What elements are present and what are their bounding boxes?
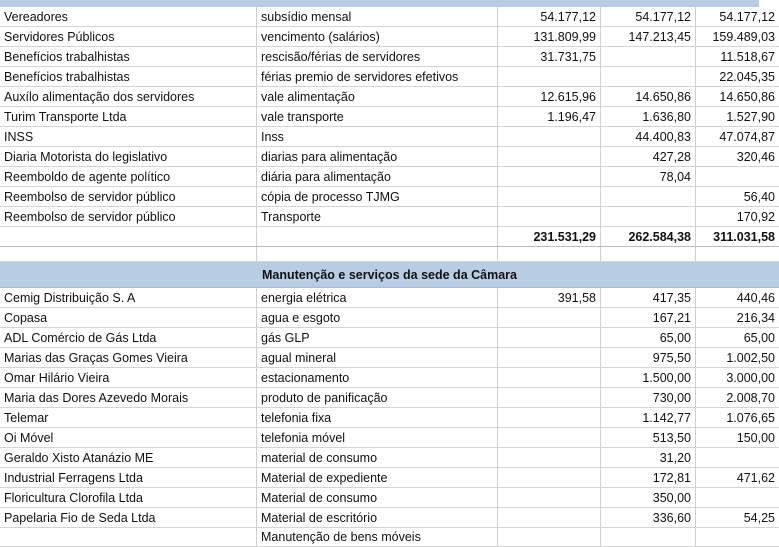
value-month-1-cell: 1.196,47 — [498, 107, 601, 127]
value-month-2-cell: 78,04 — [601, 167, 696, 187]
creditor-cell: Reemboldo de agente político — [0, 167, 257, 187]
personnel-expenses-group — [0, 7, 779, 227]
value-month-3-cell: 47.074,87 — [696, 127, 779, 147]
value-month-3-cell: 14.650,86 — [696, 87, 779, 107]
spacer-cell — [257, 247, 498, 262]
spacer-row — [0, 247, 779, 262]
value-month-2-cell: 350,00 — [601, 488, 696, 508]
section-header-row — [0, 262, 779, 288]
description-cell: gás GLP — [257, 328, 498, 348]
creditor-cell: Vereadores — [0, 7, 257, 27]
table-row — [0, 328, 779, 348]
value-month-3-cell — [696, 167, 779, 187]
value-month-1-cell — [498, 388, 601, 408]
value-month-3-cell: 471,62 — [696, 468, 779, 488]
description-cell: produto de panificação — [257, 388, 498, 408]
value-month-2-cell: 54.177,12 — [601, 7, 696, 27]
table-row — [0, 488, 779, 508]
description-cell: Material de escritório — [257, 508, 498, 528]
table-row — [0, 87, 779, 107]
value-month-3-cell: 65,00 — [696, 328, 779, 348]
creditor-cell: Omar Hilário Vieira — [0, 368, 257, 388]
table-row — [0, 368, 779, 388]
creditor-cell: Papelaria Fio de Seda Ltda — [0, 508, 257, 528]
description-cell: Material de consumo — [257, 488, 498, 508]
maintenance-expenses-group — [0, 288, 779, 528]
value-month-3-cell — [696, 528, 779, 547]
creditor-cell: Diaria Motorista do legislativo — [0, 147, 257, 167]
creditor-cell: Maria das Dores Azevedo Morais — [0, 388, 257, 408]
value-month-3-cell: 216,34 — [696, 308, 779, 328]
section-title: Manutenção e serviços da sede da Câmara — [0, 262, 779, 288]
value-month-1-cell — [498, 127, 601, 147]
value-month-2-cell — [601, 207, 696, 227]
value-month-1-cell: 131.809,99 — [498, 27, 601, 47]
value-month-3-cell: 1.076,65 — [696, 408, 779, 428]
value-month-2-cell: 427,28 — [601, 147, 696, 167]
value-month-1-cell — [498, 428, 601, 448]
description-cell: cópia de processo TJMG — [257, 187, 498, 207]
description-cell: Transporte — [257, 207, 498, 227]
description-cell: férias premio de servidores efetivos — [257, 67, 498, 87]
value-month-2-cell: 44.400,83 — [601, 127, 696, 147]
creditor-cell: Benefícios trabalhistas — [0, 47, 257, 67]
value-month-3-cell: 22.045,35 — [696, 67, 779, 87]
value-month-3-cell: 320,46 — [696, 147, 779, 167]
expense-table — [0, 7, 779, 547]
creditor-cell: Industrial Ferragens Ltda — [0, 468, 257, 488]
value-month-1-cell — [498, 368, 601, 388]
value-month-3-cell: 1.527,90 — [696, 107, 779, 127]
creditor-cell: Reembolso de servidor público — [0, 187, 257, 207]
value-month-1-cell: 54.177,12 — [498, 7, 601, 27]
spacer-cell — [601, 247, 696, 262]
header-band — [0, 0, 759, 7]
value-month-1-cell — [498, 348, 601, 368]
totals-label-cell — [0, 227, 257, 247]
table-row — [0, 408, 779, 428]
total-month-3: 311.031,58 — [696, 227, 779, 247]
total-month-2: 262.584,38 — [601, 227, 696, 247]
value-month-1-cell — [498, 187, 601, 207]
table-row — [0, 528, 779, 547]
description-cell: telefonia móvel — [257, 428, 498, 448]
value-month-2-cell: 1.636,80 — [601, 107, 696, 127]
table-row — [0, 47, 779, 67]
value-month-1-cell: 31.731,75 — [498, 47, 601, 67]
description-cell: vale transporte — [257, 107, 498, 127]
creditor-cell: INSS — [0, 127, 257, 147]
value-month-2-cell: 65,00 — [601, 328, 696, 348]
value-month-1-cell — [498, 308, 601, 328]
table-row — [0, 7, 779, 27]
table-row — [0, 67, 779, 87]
value-month-1-cell — [498, 207, 601, 227]
value-month-3-cell: 3.000,00 — [696, 368, 779, 388]
value-month-2-cell: 975,50 — [601, 348, 696, 368]
creditor-cell: ADL Comércio de Gás Ltda — [0, 328, 257, 348]
value-month-2-cell: 31,20 — [601, 448, 696, 468]
description-cell: rescisão/férias de servidores — [257, 47, 498, 67]
table-row — [0, 468, 779, 488]
value-month-2-cell: 730,00 — [601, 388, 696, 408]
spacer-cell — [696, 247, 779, 262]
value-month-3-cell: 159.489,03 — [696, 27, 779, 47]
table-row — [0, 127, 779, 147]
value-month-3-cell: 11.518,67 — [696, 47, 779, 67]
value-month-1-cell: 12.615,96 — [498, 87, 601, 107]
totals-blank-cell — [257, 227, 498, 247]
value-month-2-cell — [601, 528, 696, 547]
table-row — [0, 348, 779, 368]
creditor-cell: Marias das Graças Gomes Vieira — [0, 348, 257, 368]
value-month-3-cell: 56,40 — [696, 187, 779, 207]
description-cell: Material de expediente — [257, 468, 498, 488]
value-month-1-cell — [498, 408, 601, 428]
value-month-1-cell — [498, 528, 601, 547]
table-row — [0, 508, 779, 528]
creditor-cell: Servidores Públicos — [0, 27, 257, 47]
value-month-1-cell — [498, 167, 601, 187]
value-month-3-cell: 54,25 — [696, 508, 779, 528]
description-cell: Inss — [257, 127, 498, 147]
value-month-2-cell: 1.142,77 — [601, 408, 696, 428]
value-month-1-cell — [498, 67, 601, 87]
table-row — [0, 167, 779, 187]
value-month-3-cell — [696, 448, 779, 468]
spacer-cell — [498, 247, 601, 262]
value-month-3-cell: 440,46 — [696, 288, 779, 308]
value-month-2-cell: 14.650,86 — [601, 87, 696, 107]
value-month-3-cell — [696, 488, 779, 508]
creditor-cell: Auxílo alimentação dos servidores — [0, 87, 257, 107]
totals-row — [0, 227, 779, 247]
description-cell: telefonia fixa — [257, 408, 498, 428]
value-month-1-cell — [498, 488, 601, 508]
value-month-2-cell: 167,21 — [601, 308, 696, 328]
totals-group — [0, 227, 779, 288]
creditor-cell: Cemig Distribuição S. A — [0, 288, 257, 308]
value-month-2-cell: 147.213,45 — [601, 27, 696, 47]
creditor-cell: Floricultura Clorofila Ltda — [0, 488, 257, 508]
description-cell: Manutenção de bens móveis — [257, 528, 498, 547]
table-row — [0, 207, 779, 227]
table-row — [0, 428, 779, 448]
value-month-1-cell — [498, 328, 601, 348]
value-month-1-cell — [498, 147, 601, 167]
truncated-group — [0, 528, 779, 547]
table-row — [0, 388, 779, 408]
creditor-cell: Turim Transporte Ltda — [0, 107, 257, 127]
value-month-3-cell: 170,92 — [696, 207, 779, 227]
description-cell: estacionamento — [257, 368, 498, 388]
description-cell: diarias para alimentação — [257, 147, 498, 167]
description-cell: material de consumo — [257, 448, 498, 468]
spacer-cell — [0, 247, 257, 262]
value-month-2-cell — [601, 47, 696, 67]
value-month-3-cell: 2.008,70 — [696, 388, 779, 408]
description-cell: vale alimentação — [257, 87, 498, 107]
value-month-2-cell: 1.500,00 — [601, 368, 696, 388]
table-row — [0, 308, 779, 328]
description-cell: vencimento (salários) — [257, 27, 498, 47]
value-month-2-cell — [601, 67, 696, 87]
value-month-2-cell — [601, 187, 696, 207]
creditor-cell — [0, 528, 257, 547]
value-month-1-cell — [498, 508, 601, 528]
creditor-cell: Reembolso de servidor público — [0, 207, 257, 227]
value-month-2-cell: 336,60 — [601, 508, 696, 528]
total-month-1: 231.531,29 — [498, 227, 601, 247]
value-month-3-cell: 1.002,50 — [696, 348, 779, 368]
creditor-cell: Telemar — [0, 408, 257, 428]
value-month-3-cell: 54.177,12 — [696, 7, 779, 27]
value-month-3-cell: 150,00 — [696, 428, 779, 448]
value-month-1-cell — [498, 468, 601, 488]
value-month-2-cell: 172,81 — [601, 468, 696, 488]
description-cell: agua e esgoto — [257, 308, 498, 328]
table-row — [0, 288, 779, 308]
creditor-cell: Geraldo Xisto Atanázio ME — [0, 448, 257, 468]
value-month-1-cell — [498, 448, 601, 468]
description-cell: energia elétrica — [257, 288, 498, 308]
creditor-cell: Oi Móvel — [0, 428, 257, 448]
description-cell: subsídio mensal — [257, 7, 498, 27]
table-row — [0, 448, 779, 468]
value-month-1-cell: 391,58 — [498, 288, 601, 308]
table-row — [0, 147, 779, 167]
table-row — [0, 27, 779, 47]
creditor-cell: Benefícios trabalhistas — [0, 67, 257, 87]
description-cell: agual mineral — [257, 348, 498, 368]
value-month-2-cell: 417,35 — [601, 288, 696, 308]
value-month-2-cell: 513,50 — [601, 428, 696, 448]
creditor-cell: Copasa — [0, 308, 257, 328]
description-cell: diária para alimentação — [257, 167, 498, 187]
table-row — [0, 187, 779, 207]
table-row — [0, 107, 779, 127]
